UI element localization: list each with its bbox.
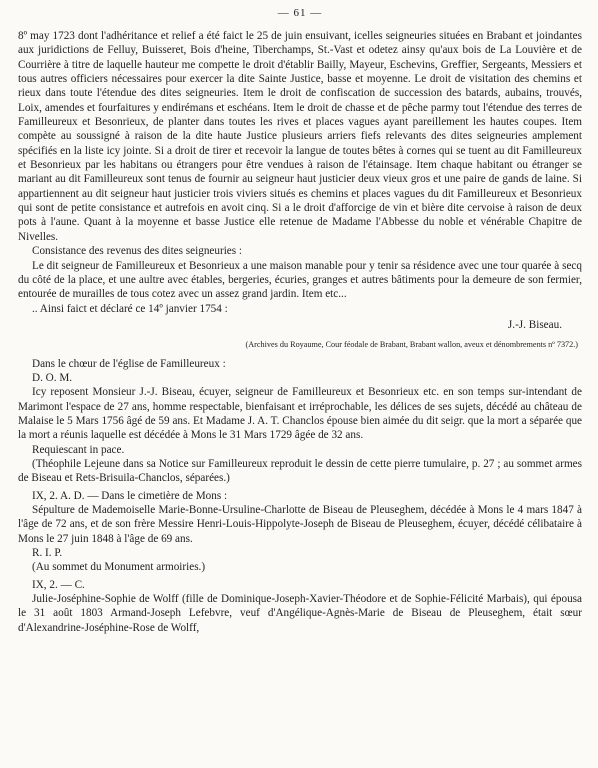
paragraph-requiescant: Requiescant in pace.: [32, 443, 125, 456]
paragraph-epitaph: Icy reposent Monsieur J.-J. Biseau, écuyer, seigneur de Familleureux et Besonrieux etc. en son temps sur-intendant de Marimont l'espace de 27 ans, homme respectable, bienfaisant et irréprochable, les délices de ses sujets, décédé au château de Malaise le 5 Mars 1756 âgé de 59 ans. Et Madame J. A. T. Chanclos épouse bien aimée du dit seigr. que la mort a séparée que la mort a réunis laquelle est décédée à Mons le 31 Mars 1729 âgée de 32 ans.: [18, 386, 582, 442]
paragraph-house-description: Le dit seigneur de Familleureux et Besonrieux a une maison manable pour y tenir sa résidence avec une tour quarée à secq du côté de la place, et une aultre avec étables, bergeries, écuries, granges et autres bâtiments pour la demeure de son fermier, entourée de murailles de tous cotez avec un assez grand jardin. Item etc...: [18, 259, 582, 301]
paragraph-church-choir: Dans le chœur de l'église de Familleureux :: [32, 357, 226, 370]
archive-source-note: (Archives du Royaume, Cour féodale de Brabant, Brabant wallon, aveux et dénombrements nº 7372.): [245, 340, 578, 350]
document-body: [18, 29, 582, 635]
paragraph-wolff: Julie-Joséphine-Sophie de Wolff (fille de Dominique-Joseph-Xavier-Théodore et de Sophie-Félicité Marbais), qui épousa le 31 août 1803 Armand-Joseph Lefebvre, veuf d'Angélique-Agnès-Marie de Biseau de Pleuseghem, était sœur d'Alexandrine-Joséphine-Rose de Wolff,: [18, 593, 582, 634]
paragraph-rip: R. I. P.: [32, 547, 63, 560]
paragraph-dom: D. O. M.: [32, 371, 73, 384]
paragraph-revenues-heading: Consistance des revenus des dites seigneuries :: [32, 245, 243, 258]
signature: J.-J. Biseau.: [507, 318, 562, 331]
paragraph-sepulture: Sépulture de Mademoiselle Marie-Bonne-Ursuline-Charlotte de Biseau de Pleuseghem, décédée à Mons le 4 mars 1847 à l'âge de 72 ans, et de son frère Messire Henri-Louis-Hippolyte-Joseph de Biseau de Pleuseghem, écuyer, décédé célibataire à Mons le 27 juin 1848 à l'âge de 69 ans.: [18, 504, 582, 545]
paragraph-monument-note: (Au sommet du Monument armoiries.): [32, 561, 206, 574]
paragraph-seigneurial-rights: 8º may 1723 dont l'adhéritance et relief a été faict le 25 de juin ensuivant, icelles seigneuries situées en Brabant et joindantes aux juridictions de Felluy, Buisseret, Bois d'heine, Tiberchamps, St.-Vast et odetez ainsy qu'aux bois de La Louvière et de Courrière à titre de laquelle hauteur me compette le droit d'établir Bailly, Mayeur, Eschevins, Greffier, Sergeants, Messiers et tous autres officiers nécessaires pour exercer la dite Sainte Justice, basse et moyenne. Le droit de visitation des chemins et rieux dans toute l'étendue des dites seigneuries. Item le droit de confiscation de succession des batards, aubains, trouvés, Loix, amendes et fourfaitures y endirémans et eschéans. Item le droit de chasse et de pêche parmy tout l'étendue des terres de Familleureux et Besonrieux, de planter dans toutes les rives et places vagues ayant pareillement les hautes coupes. Item compète au soussigné à raison de la dite haute Justice plusieurs arriers fiefs relevants des dites seigneuries amplement spécifiés en la liste icy jointe. Si a droit de tirer et recevoir la langue de toutes bêtes à cornes qui se tuent au dit Familleureux et Besonrieux par les habitans ou étrangers pour être vendues à raison de l'étainsage. Item chaque habitant ou étranger se mariant au dit Familleureux sont tenus de fournir au seigneur haut justicier deux vieux gros et une paire de gands de laine. Si appartiennent au dit seigneur haut justicier trois viviers situés es chemins et places vagues du dit Familleureux et Besonrieux qui sont de petite consistance et autrefois en avoit cinq. Si a le droit d'afforcige de vin et bière dite cervoise à raison de deux pots à l'aune. Quant à la moyenne et basse Justice elle retenue de Madame l'Abbesse du noble et vénérable Chapitre de Nivelles.: [18, 30, 582, 243]
page-number: — 61 —: [277, 7, 323, 19]
paragraph-declaration-date: .. Ainsi faict et déclaré ce 14º janvier 1754 :: [32, 302, 228, 315]
paragraph-lejeune-note: (Théophile Lejeune dans sa Notice sur Familleureux reproduit le dessin de cette pierre tumulaire, p. 27 ; au sommet armes de Biseau et Rets-Brisuila-Chanclos, séparées.): [18, 457, 582, 485]
section-heading-ix-2-ad: IX, 2. A. D. — Dans le cimetière de Mons :: [32, 489, 228, 502]
section-heading-ix-2-c: IX, 2. — C.: [32, 578, 85, 591]
